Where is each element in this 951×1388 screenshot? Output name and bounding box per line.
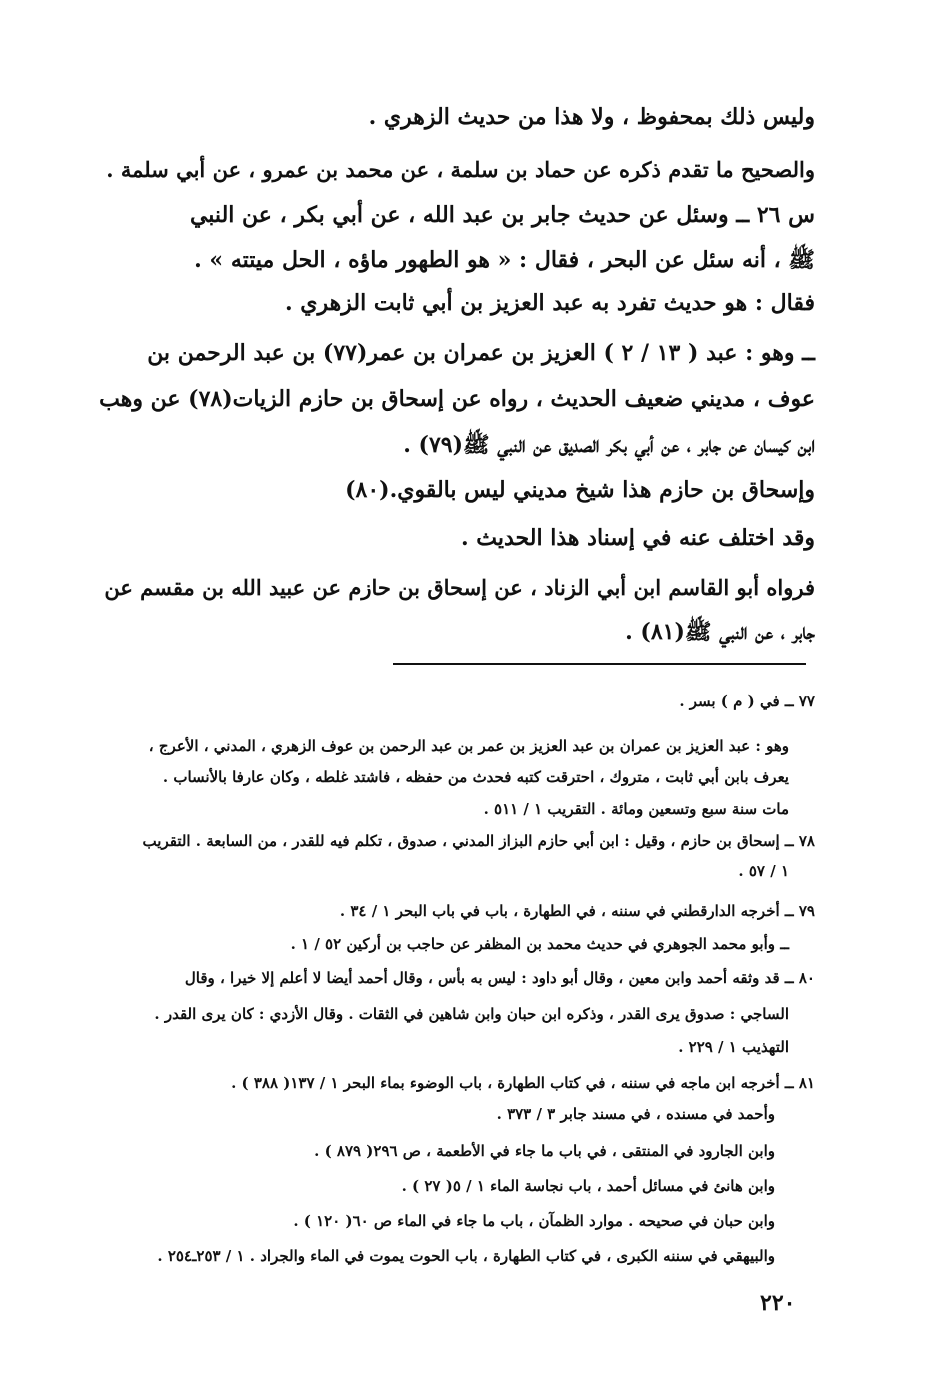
footnote-line: يعرف بابن أبي ثابت ، متروك ، احترقت كتبه فحدث من حفظه ، فاشتد غلطه ، وكان عارفا بالأنساب .: [162, 768, 789, 786]
footnote-line: والبيهقي في سننه الكبرى ، في كتاب الطهارة ، باب الحوت يموت في الماء والجراد . ١ / ٢٥٣ـ٢٥٤ .: [157, 1247, 775, 1265]
text-line: جابر ، عن النبي ﷺ(٨١) .: [625, 619, 815, 645]
footnote-divider: [393, 663, 806, 665]
footnote-line: مات سنة سبع وتسعين ومائة . التقريب ١ / ٥١١ .: [483, 800, 789, 818]
footnote-line: وابن حبان في صحيحه . موارد الظمآن ، باب ما جاء في الماء ص ٦٠( ١٢٠ ) .: [293, 1212, 775, 1230]
text-line: ــ وهو : عبد ( ١٣ / ٢ ) العزيز بن عمران بن عمر(٧٧) بن عبد الرحمن بن: [147, 340, 815, 366]
footnote-line: ٨١ ــ أخرجه ابن ماجه في سننه ، في كتاب الطهارة ، باب الوضوء بماء البحر ١ / ١٣٧( ٣٨٨ ) .: [231, 1074, 815, 1092]
text-line: ابن كيسان عن جابر ، عن أبي بكر الصديق عن النبي ﷺ(٧٩) .: [403, 432, 815, 458]
footnote-line: وابن هانئ في مسائل أحمد ، باب نجاسة الماء ١ / ٥( ٢٧ ) .: [401, 1177, 775, 1195]
text-line: ﷺ ، أنه سئل عن البحر ، فقال : « هو الطهور ماؤه ، الحل ميتته » .: [194, 247, 815, 273]
text-line: والصحيح ما تقدم ذكره عن حماد بن سلمة ، عن محمد بن عمرو ، عن أبي سلمة .: [106, 157, 815, 182]
footnote-line: وابن الجارود في المنتقى ، في باب ما جاء في الأطعمة ، ص ٢٩٦( ٨٧٩ ) .: [314, 1142, 775, 1160]
text-line: وإسحاق بن حازم هذا شيخ مديني ليس بالقوي.(٨٠): [345, 477, 815, 503]
footnote-line: ــ وأبو محمد الجوهري في حديث محمد بن المظفر عن حاجب بن أركين ٥٢ / ١ .: [290, 935, 789, 953]
text-line: وقد اختلف عنه في إسناد هذا الحديث .: [460, 525, 815, 551]
footnote-line: ٨٠ ــ قد وثقه أحمد وابن معين ، وقال أبو داود : ليس به بأس ، وقال أحمد أيضا لا أعلم إلا خيرا ، وقال: [184, 969, 815, 987]
footnote-line: ١ / ٥٧ .: [738, 862, 789, 880]
footnote-line: ٧٧ ــ في ( م ) بسر .: [679, 692, 815, 710]
text-line: وليس ذلك بمحفوظ ، ولا هذا من حديث الزهري .: [368, 104, 815, 130]
text-line: فقال : هو حديث تفرد به عبد العزيز بن أبي ثابت الزهري .: [284, 290, 815, 316]
footnote-line: وأحمد في مسنده ، في مسند جابر ٣ / ٣٧٣ .: [496, 1105, 775, 1123]
text-line: عوف ، مديني ضعيف الحديث ، رواه عن إسحاق بن حازم الزيات(٧٨) عن وهب: [99, 386, 815, 412]
text-line: فرواه أبو القاسم ابن أبي الزناد ، عن إسحاق بن حازم عن عبيد الله بن مقسم عن: [104, 575, 815, 600]
footnote-line: الساجي : صدوق يرى القدر ، وذكره ابن حبان وابن شاهين في الثقات . وقال الأزدي : كان يرى القدر .: [154, 1005, 789, 1023]
footnote-line: ٧٨ ــ إسحاق بن حازم ، وقيل : ابن أبي حازم البزاز المدني ، صدوق ، تكلم فيه للقدر ، من السابعة . التقريب: [142, 832, 815, 850]
text-line: س ٢٦ ــ وسئل عن حديث جابر بن عبد الله ، عن أبي بكر ، عن النبي: [189, 202, 815, 228]
page-number: ٢٢٠: [760, 1290, 796, 1316]
footnote-line: ٧٩ ــ أخرجه الدارقطني في سننه ، في الطهارة ، باب في باب البحر ١ / ٣٤ .: [339, 902, 815, 920]
footnote-line: وهو : عبد العزيز بن عمران بن عبد العزيز بن عمر بن عبد الرحمن بن عوف الزهري ، المدني ، الأعرج ،: [148, 737, 789, 755]
footnote-line: التهذيب ١ / ٢٢٩ .: [678, 1038, 789, 1056]
